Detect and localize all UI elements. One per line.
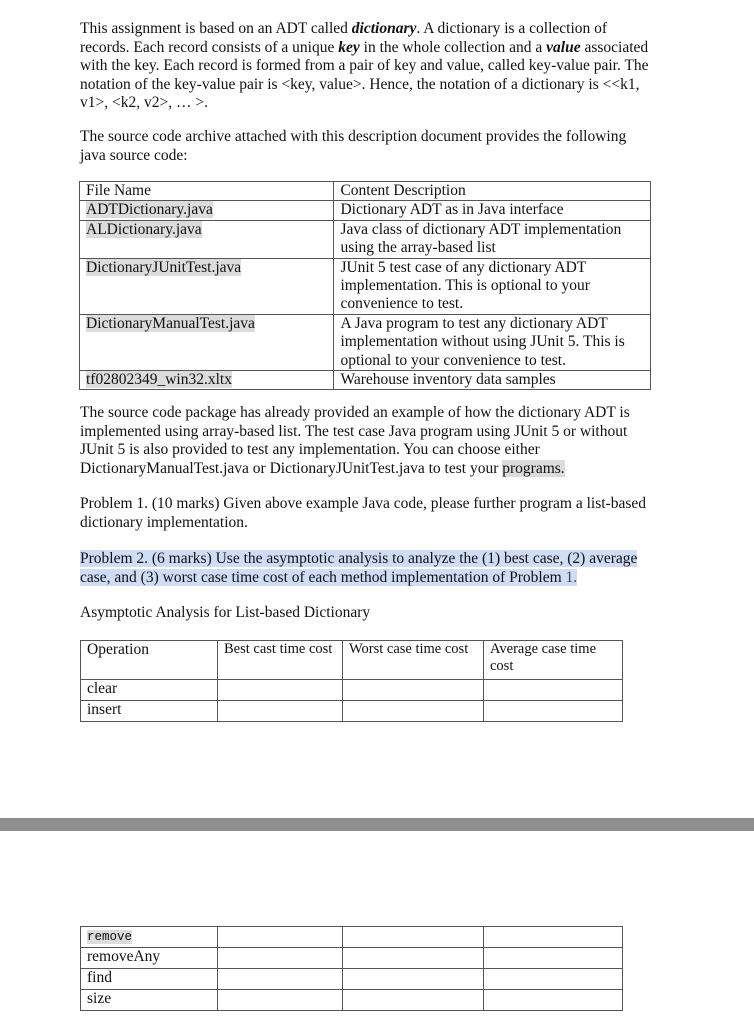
- file-name: tf02802349_win32.xltx: [86, 371, 232, 389]
- file-name: DictionaryManualTest.java: [86, 314, 255, 332]
- asymptotic-analysis-title: Asymptotic Analysis for List-based Dictionary: [80, 604, 371, 621]
- asymptotic-table-bottom: [80, 926, 623, 1011]
- header-content-description: Content Description: [334, 182, 651, 201]
- operation-name: insert: [81, 701, 218, 722]
- average-case-cell[interactable]: [484, 948, 623, 969]
- table-row: [81, 990, 623, 1011]
- operation-name: size: [81, 990, 218, 1011]
- table-row: [80, 314, 651, 370]
- header-operation: Operation: [81, 641, 218, 680]
- table-row: [81, 680, 623, 701]
- header-worst-case: Worst case time cost: [343, 641, 484, 680]
- problem-1-paragraph: Problem 1. (10 marks) Given above example Java code, please further program a list-based dictionary implementation.: [80, 495, 646, 531]
- operation-name: remove: [87, 930, 133, 944]
- file-description: Java class of dictionary ADT implementation using the array-based list: [334, 220, 651, 258]
- table-row: [80, 371, 651, 390]
- header-file-name: File Name: [80, 182, 334, 201]
- table-row: [81, 701, 623, 722]
- best-case-cell[interactable]: [218, 927, 343, 948]
- table-row: [80, 258, 651, 314]
- table-row: [80, 201, 651, 220]
- operation-name: removeAny: [81, 948, 218, 969]
- file-description: Dictionary ADT as in Java interface: [334, 201, 651, 220]
- worst-case-cell[interactable]: [343, 701, 484, 722]
- table-row: [81, 969, 623, 990]
- table-row: [80, 220, 651, 258]
- page-break-divider: [0, 818, 754, 831]
- best-case-cell[interactable]: [218, 969, 343, 990]
- file-name: ALDictionary.java: [86, 220, 202, 238]
- source-intro-paragraph: The source code archive attached with this description document provides the following java source code:: [80, 128, 627, 164]
- operation-name: clear: [81, 680, 218, 701]
- worst-case-cell[interactable]: [343, 990, 484, 1011]
- best-case-cell[interactable]: [218, 990, 343, 1011]
- file-description: A Java program to test any dictionary ADT implementation without using JUnit 5. This is optional to your convenience to test.: [334, 314, 651, 370]
- package-paragraph: The source code package has already provided an example of how the dictionary ADT is implemented using array-based list. The test case Java program using JUnit 5 or without JUnit 5 is also provided to test any implementation. You can choose either DictionaryManualTest.java or DictionaryJUnitTest.java to test your programs.: [80, 404, 630, 477]
- average-case-cell[interactable]: [484, 927, 623, 948]
- file-name: DictionaryJUnitTest.java: [86, 258, 242, 276]
- average-case-cell[interactable]: [484, 701, 623, 722]
- header-average-case: Average case time cost: [484, 641, 623, 680]
- table-row: [81, 927, 623, 948]
- best-case-cell[interactable]: [218, 948, 343, 969]
- file-name: ADTDictionary.java: [86, 201, 213, 219]
- table-row: [81, 948, 623, 969]
- best-case-cell[interactable]: [218, 701, 343, 722]
- worst-case-cell[interactable]: [343, 969, 484, 990]
- table-header-row: [81, 641, 623, 680]
- table-header-row: [80, 182, 651, 201]
- operation-name: find: [81, 969, 218, 990]
- average-case-cell[interactable]: [484, 990, 623, 1011]
- worst-case-cell[interactable]: [343, 680, 484, 701]
- average-case-cell[interactable]: [484, 680, 623, 701]
- intro-paragraph: This assignment is based on an ADT called dictionary. A dictionary is a collection of records. Each record consists of a unique key in the whole collection and a value associated with the key. Each record is formed from a pair of key and value, called key-value pair. The notation of the key-value pair is <key, value>. Hence, the notation of a dictionary is <<k1, v1>, <k2, v2>, … >.: [80, 20, 649, 112]
- worst-case-cell[interactable]: [343, 948, 484, 969]
- best-case-cell[interactable]: [218, 680, 343, 701]
- worst-case-cell[interactable]: [343, 927, 484, 948]
- average-case-cell[interactable]: [484, 969, 623, 990]
- file-table: [79, 181, 651, 390]
- file-description: Warehouse inventory data samples: [334, 371, 651, 390]
- problem-2-paragraph: Problem 2. (6 marks) Use the asymptotic analysis to analyze the (1) best case, (2) average case, and (3) worst case time cost of each method implementation of Problem 1.: [80, 550, 638, 586]
- asymptotic-table-top: [80, 640, 623, 722]
- file-description: JUnit 5 test case of any dictionary ADT implementation. This is optional to your convenience to test.: [334, 258, 651, 314]
- header-best-case: Best cast time cost: [218, 641, 343, 680]
